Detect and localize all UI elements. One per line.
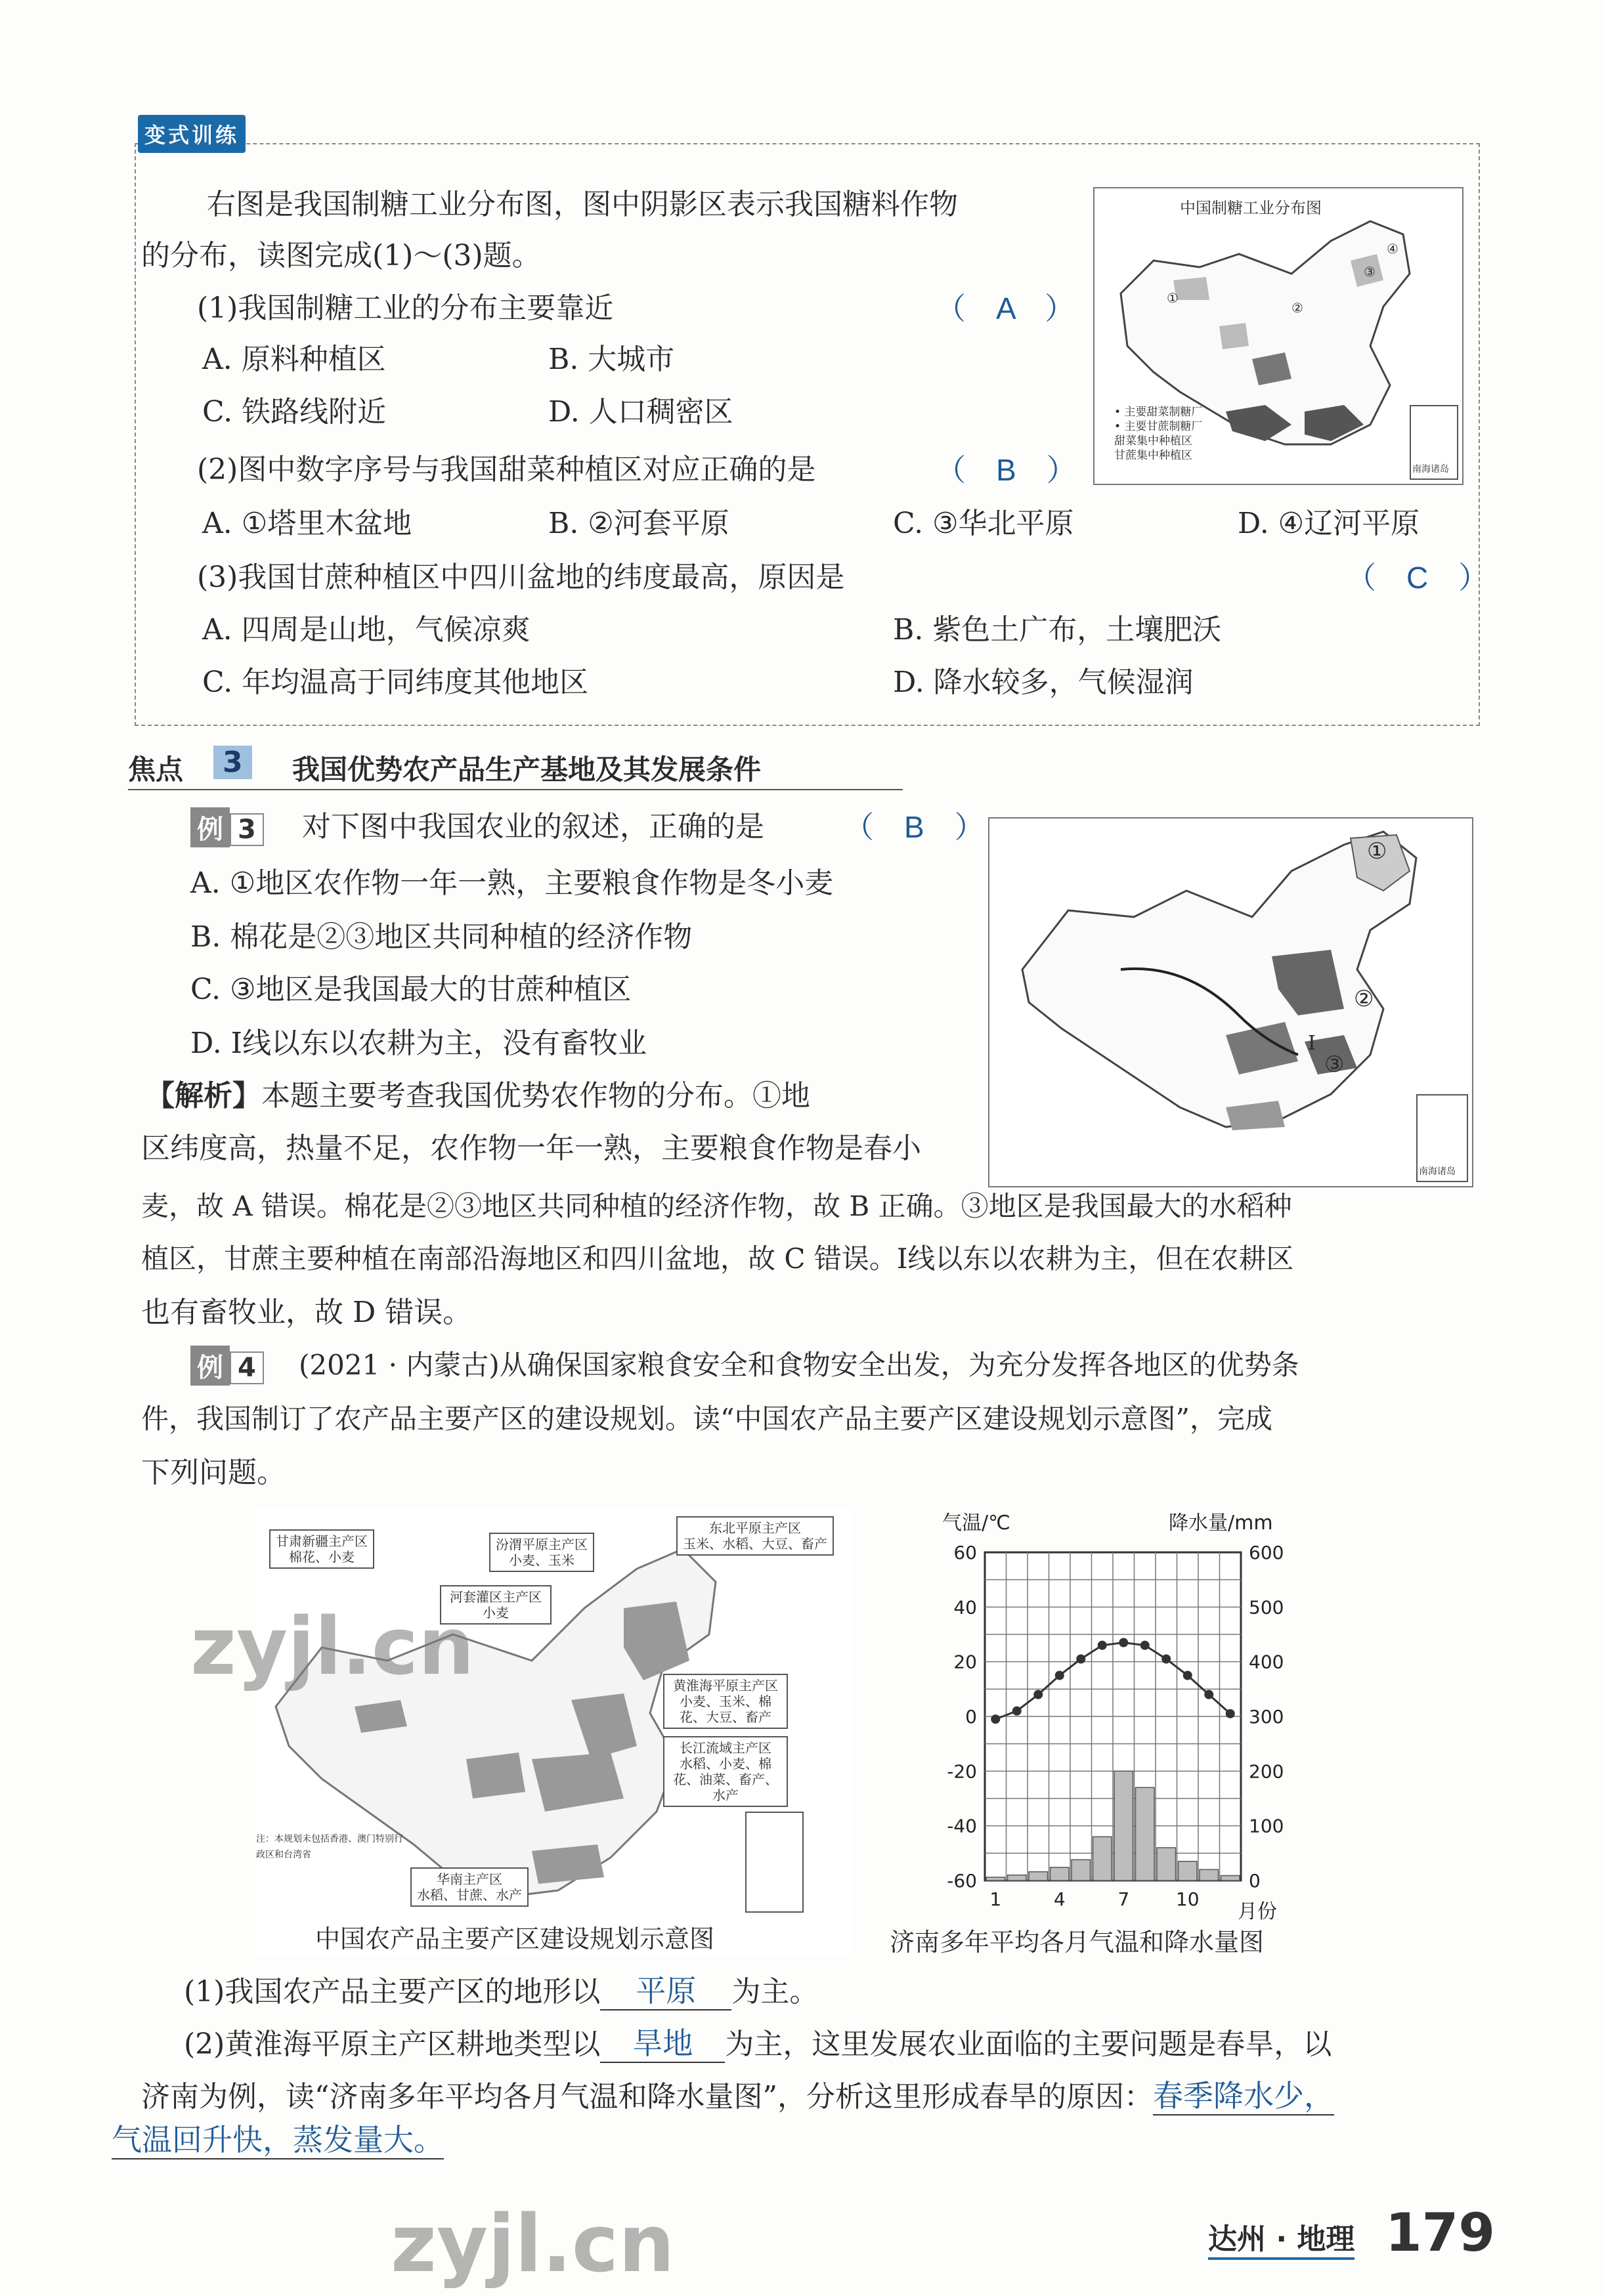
ex4-q1-prefix: (1)我国农产品主要产区的地形以	[184, 1975, 601, 2009]
ex3-analysis-line-4: 植区，甘蔗主要种植在南部沿海地区和四川盆地，故 C 错误。Ⅰ线以东以农耕为主，但在农耕区	[141, 1243, 1294, 1275]
climate-chart-caption: 济南多年平均各月气温和降水量图	[890, 1928, 1265, 1957]
temperature-point	[1055, 1671, 1064, 1680]
legend-item: • 主要甘蔗制糖厂	[1114, 420, 1203, 433]
ex3-map-inset	[1416, 1094, 1468, 1182]
map-box-dongbei	[676, 1516, 834, 1556]
map-box-title: 黄淮海平原主产区	[673, 1678, 778, 1693]
variant-q3-option-a: A. 四周是山地，气候凉爽	[202, 613, 531, 647]
map-box-title: 长江流域主产区	[680, 1740, 771, 1756]
sugar-industry-map	[1093, 187, 1463, 485]
map-box-items: 小麦	[483, 1605, 509, 1621]
map-box-huanghuaihai	[663, 1674, 788, 1729]
ex4-q2-prefix: (2)黄淮海平原主产区耕地类型以	[184, 2028, 601, 2061]
temperature-point	[1098, 1641, 1107, 1650]
map-box-items: 水稻、小麦、棉花、油菜、畜产、水产	[673, 1756, 778, 1803]
ex3-tag-number: 3	[230, 813, 264, 846]
ex3-analysis-line-2: 区纬度高，热量不足，农作物一年一熟，主要粮食作物是春小	[141, 1132, 921, 1165]
ex4-line-3: 下列问题。	[141, 1456, 286, 1489]
map-box-changjiang	[663, 1736, 788, 1807]
temperature-point	[1183, 1671, 1192, 1680]
variant-q1: (1)我国制糖工业的分布主要靠近	[197, 291, 614, 325]
temperature-point	[991, 1714, 1000, 1724]
ex4-q2-line-3	[112, 2121, 444, 2159]
precipitation-bar	[1008, 1875, 1027, 1881]
ex3-agriculture-map	[988, 817, 1473, 1187]
ex3-tag	[190, 807, 264, 847]
inset-label: 南海诸岛	[1412, 464, 1449, 475]
chart-ylabel-right: 降水量/mm	[1169, 1512, 1273, 1535]
precipitation-bar	[1072, 1860, 1091, 1881]
legend-item: 甜菜集中种植区	[1114, 435, 1192, 448]
sugar-map-label-1: ①	[1167, 290, 1179, 306]
ex3-analysis-text-1: 本题主要考查我国优势农作物的分布。①地	[261, 1079, 810, 1113]
ex4-q2-line-2	[141, 2077, 1334, 2115]
legend-item: 甘蔗集中种植区	[1114, 449, 1192, 462]
temperature-point	[1204, 1690, 1213, 1699]
climate-chart-svg	[916, 1503, 1323, 1923]
ex3-tag-label: 例	[190, 807, 230, 847]
variant-q2-option-c: C. ③华北平原	[893, 507, 1074, 540]
map-box-items: 棉花、小麦	[289, 1549, 355, 1565]
ex3-analysis-label: 【解析】	[146, 1079, 261, 1113]
ex3-map-label-3: ③	[1324, 1052, 1345, 1078]
variant-q2: (2)图中数字序号与我国甜菜种植区对应正确的是	[197, 453, 816, 486]
ex4-map-caption: 中国农产品主要产区建设规划示意图	[315, 1924, 715, 1953]
precipitation-bar	[986, 1877, 1005, 1881]
focus-heading	[128, 748, 903, 790]
sugar-map-label-4: ④	[1387, 241, 1398, 257]
map-box-gansu-xinjiang	[269, 1529, 374, 1569]
variant-q3-option-c: C. 年均温高于同纬度其他地区	[202, 666, 589, 699]
map-box-title: 河套灌区主产区	[450, 1589, 542, 1605]
precipitation-bar	[1200, 1869, 1219, 1881]
temperature-tick-label: -60	[947, 1870, 977, 1892]
precipitation-tick-label: 500	[1249, 1596, 1284, 1619]
chart-ylabel-left: 气温/℃	[942, 1512, 1010, 1535]
variant-q2-option-a: A. ①塔里木盆地	[202, 507, 412, 540]
variant-tag-label: 变式训练	[138, 115, 246, 153]
map-box-title: 东北平原主产区	[709, 1520, 801, 1536]
ex4-q2-suffix: 为主，这里发展农业面临的主要问题是春旱，以	[725, 2028, 1332, 2061]
variant-q2-option-d: D. ④辽河平原	[1238, 507, 1420, 540]
variant-q2-answer: （ B ）	[936, 453, 1077, 487]
ex3-map-label-line: Ⅰ	[1308, 1032, 1316, 1055]
precipitation-bar	[1136, 1787, 1155, 1881]
map-box-huanan	[410, 1867, 529, 1907]
ex4-tag-number: 4	[230, 1351, 264, 1384]
watermark: zyjl.cn	[190, 1602, 475, 1693]
temperature-tick-label: -40	[947, 1815, 977, 1837]
sugar-map-legend	[1114, 405, 1202, 463]
precipitation-bar	[1157, 1848, 1176, 1881]
precipitation-tick-label: 600	[1249, 1542, 1284, 1563]
focus-number: 3	[213, 746, 252, 779]
ex4-q2-answer: 旱地	[600, 2025, 725, 2063]
precipitation-tick-label: 300	[1249, 1706, 1284, 1728]
ex3-option-b: B. 棉花是②③地区共同种植的经济作物	[190, 920, 693, 954]
focus-label: 焦点	[128, 754, 184, 786]
focus-title: 我国优势农产品生产基地及其发展条件	[292, 754, 762, 786]
temperature-point	[1140, 1641, 1150, 1650]
variant-q3-option-b: B. 紫色土广布，土壤肥沃	[893, 613, 1222, 647]
ex3-inset-label: 南海诸岛	[1419, 1166, 1456, 1177]
ex4-q2-line-1	[184, 2025, 1332, 2063]
ex4-q1	[184, 1972, 818, 2010]
variant-q1-answer: （ A ）	[936, 291, 1075, 326]
sugar-map-label-3: ③	[1364, 264, 1376, 280]
ex3-answer: （ B ）	[844, 810, 985, 844]
temperature-point	[1226, 1709, 1235, 1718]
ex3-analysis-line-3: 麦，故 A 错误。棉花是②③地区共同种植的经济作物，故 B 正确。③地区是我国最大的水稻种	[141, 1190, 1292, 1222]
temperature-point	[1012, 1707, 1022, 1716]
ex4-line-1: (2021 · 内蒙古)从确保国家粮食安全和食物安全出发，为充分发挥各地区的优势条	[299, 1349, 1299, 1381]
variant-q1-option-b: B. 大城市	[548, 343, 675, 376]
month-tick-label: 4	[1053, 1888, 1066, 1910]
ex3-map-outline	[989, 818, 1472, 1186]
map-box-items: 水稻、甘蔗、水产	[417, 1887, 522, 1903]
temperature-tick-label: 60	[953, 1542, 977, 1563]
ex4-map-inset	[745, 1812, 804, 1913]
ex3-map-label-2: ②	[1354, 986, 1374, 1012]
ex4-q2-answer-2a: 春季降水少，	[1153, 2077, 1334, 2115]
variant-q1-option-a: A. 原料种植区	[202, 343, 386, 376]
temperature-tick-label: -20	[947, 1760, 977, 1783]
temperature-point	[1119, 1638, 1128, 1648]
month-tick-label: 1	[989, 1888, 1002, 1910]
ex4-production-map	[256, 1510, 850, 1956]
precipitation-tick-label: 200	[1249, 1760, 1284, 1783]
temperature-point	[1161, 1655, 1171, 1664]
variant-q3: (3)我国甘蔗种植区中四川盆地的纬度最高，原因是	[197, 561, 845, 594]
ex4-map-note: 注：本规划未包括香港、澳门特别行政区和台湾省	[256, 1834, 403, 1860]
variant-tag	[138, 115, 246, 153]
ex4-q1-suffix: 为主。	[731, 1975, 819, 2009]
map-box-items: 玉米、水稻、大豆、畜产	[683, 1536, 827, 1552]
variant-q1-option-c: C. 铁路线附近	[202, 395, 387, 429]
precipitation-tick-label: 400	[1249, 1651, 1284, 1673]
precipitation-bar	[1029, 1872, 1048, 1881]
map-box-title: 汾渭平原主产区	[496, 1537, 588, 1552]
ex4-q1-answer: 平原	[600, 1972, 731, 2010]
variant-intro-2: 的分布，读图完成(1)～(3)题。	[141, 239, 541, 272]
precipitation-bar	[1221, 1876, 1240, 1881]
climate-chart	[916, 1503, 1323, 1923]
variant-q1-option-d: D. 人口稠密区	[548, 395, 733, 429]
ex4-line-2: 件，我国制订了农产品主要产区的建设规划。读“中国农产品主要产区建设规划示意图”，完成	[141, 1403, 1272, 1435]
variant-q3-answer: （ C ）	[1346, 561, 1489, 595]
ex3-option-c: C. ③地区是我国最大的甘蔗种植区	[190, 973, 632, 1006]
footer-label: 达州 · 地理	[1208, 2215, 1355, 2260]
temperature-tick-label: 0	[965, 1706, 977, 1728]
page-number: 179	[1385, 2202, 1495, 2263]
ex4-q2-line-2-text: 济南为例，读“济南多年平均各月气温和降水量图”，分析这里形成春旱的原因：	[141, 2080, 1153, 2114]
ex4-tag	[190, 1346, 264, 1386]
legend-item: • 主要甜菜制糖厂	[1114, 406, 1203, 419]
month-tick-label: 7	[1117, 1888, 1130, 1910]
precipitation-bar	[1093, 1837, 1112, 1881]
ex3-map-label-1: ①	[1367, 838, 1387, 864]
temperature-point	[1033, 1690, 1043, 1699]
variant-q3-option-d: D. 降水较多，气候湿润	[893, 666, 1194, 699]
map-box-items: 小麦、玉米	[509, 1552, 574, 1568]
temperature-tick-label: 40	[953, 1596, 977, 1619]
ex3-question: 对下图中我国农业的叙述，正确的是	[302, 810, 764, 843]
variant-intro-1: 右图是我国制糖工业分布图，图中阴影区表示我国糖料作物	[207, 188, 958, 221]
map-box-items: 小麦、玉米、棉花、大豆、畜产	[680, 1693, 771, 1725]
precipitation-bar	[1114, 1771, 1133, 1881]
variant-q2-option-b: B. ②河套平原	[548, 507, 729, 540]
sugar-map-label-2: ②	[1291, 300, 1303, 316]
precipitation-bar	[1179, 1861, 1198, 1881]
ex3-analysis-line-1	[146, 1078, 810, 1115]
watermark: zyjl.cn	[391, 2199, 675, 2290]
temperature-point	[1076, 1655, 1085, 1664]
chart-xlabel: 月份	[1238, 1900, 1277, 1923]
precipitation-tick-label: 100	[1249, 1815, 1284, 1837]
sugar-map-title: 中国制糖工业分布图	[1180, 199, 1322, 217]
temperature-tick-label: 20	[953, 1651, 977, 1673]
map-box-title: 甘肃新疆主产区	[276, 1533, 368, 1549]
ex4-q2-answer-2b: 气温回升快，蒸发量大。	[112, 2121, 444, 2159]
ex3-analysis-line-5: 也有畜牧业，故 D 错误。	[141, 1296, 472, 1329]
sugar-map-inset	[1410, 405, 1458, 480]
ex3-option-a: A. ①地区农作物一年一熟，主要粮食作物是冬小麦	[190, 866, 834, 900]
precipitation-tick-label: 0	[1249, 1870, 1261, 1892]
month-tick-label: 10	[1175, 1888, 1200, 1910]
map-box-fenwei	[489, 1533, 594, 1572]
ex4-tag-label: 例	[190, 1346, 230, 1386]
precipitation-bar	[1051, 1867, 1070, 1881]
map-box-title: 华南主产区	[437, 1871, 502, 1887]
ex3-option-d: D. Ⅰ线以东以农耕为主，没有畜牧业	[190, 1027, 647, 1060]
